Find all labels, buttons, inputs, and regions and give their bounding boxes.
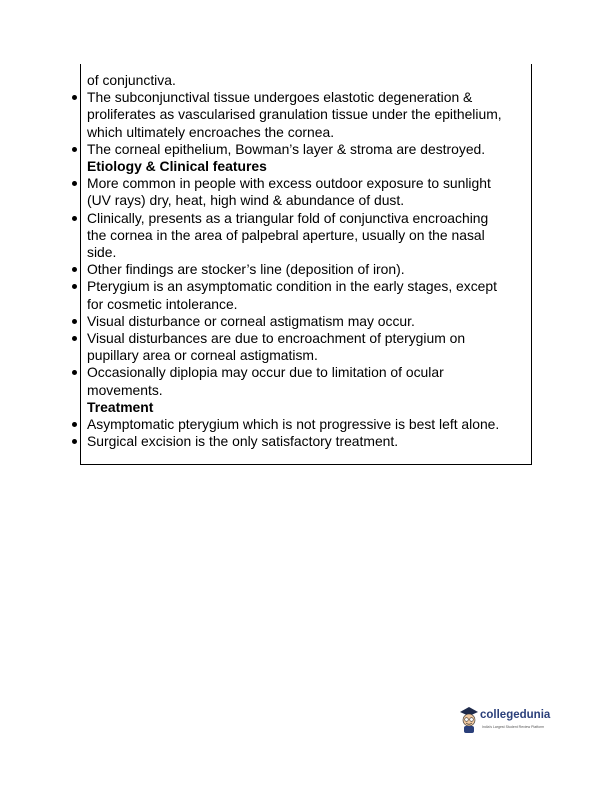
bullet-icon: [72, 95, 77, 100]
bullet-icon: [72, 370, 77, 375]
text-line: which ultimately encroaches the cornea.: [87, 123, 335, 140]
text-line: Visual disturbances are due to encroachment of pterygium on: [87, 330, 466, 347]
text-line: pupillary area or corneal astigmatism.: [87, 347, 318, 364]
text-line: Asymptomatic pterygium which is not progressive is best left alone.: [87, 416, 500, 433]
list-item: [87, 89, 527, 141]
list-item: [87, 364, 527, 398]
list-item: [87, 278, 527, 312]
text-line: movements.: [87, 381, 163, 398]
bullet-icon: [72, 267, 77, 272]
list-item: [87, 175, 527, 209]
list-item: [87, 416, 527, 433]
bullet-icon: [72, 422, 77, 427]
bullet-icon: [72, 336, 77, 341]
bullet-icon: [72, 319, 77, 324]
logo-wordmark: collegedunia: [480, 709, 551, 721]
list-item: [87, 433, 527, 450]
list-item: [87, 261, 527, 278]
bullet-icon: [72, 284, 77, 289]
bullet-icon: [72, 147, 77, 152]
text-line: proliferates as vascularised granulation tissue under the epithelium,: [87, 106, 502, 123]
logo-tagline: India's Largest Student Review Platform: [482, 725, 545, 729]
bullet-icon: [72, 216, 77, 221]
list-item: [87, 141, 527, 158]
text-line: Pterygium is an asymptomatic condition in the early stages, except: [87, 278, 497, 295]
text-line: More common in people with excess outdoor exposure to sunlight: [87, 175, 491, 192]
list-item: [87, 210, 527, 262]
mascot-icon: [458, 706, 480, 734]
section-heading: Treatment: [87, 398, 154, 415]
text-line: Occasionally diplopia may occur due to limitation of ocular: [87, 364, 444, 381]
text-line: The subconjunctival tissue undergoes elastotic degeneration &: [87, 89, 473, 106]
text-line: for cosmetic intolerance.: [87, 295, 238, 312]
list-item: [87, 330, 527, 364]
text-line: the cornea in the area of palpebral aperture, usually on the nasal: [87, 226, 485, 243]
text-line: (UV rays) dry, heat, high wind & abundance of dust.: [87, 192, 405, 209]
text-line: Other findings are stocker’s line (deposition of iron).: [87, 261, 405, 278]
document-content: [87, 72, 527, 450]
bullet-icon: [72, 181, 77, 186]
text-line: Visual disturbance or corneal astigmatism may occur.: [87, 312, 415, 329]
text-line: Surgical excision is the only satisfactory treatment.: [87, 433, 399, 450]
collegedunia-logo: [458, 706, 568, 738]
list-item: [87, 313, 527, 330]
text-line: of conjunctiva.: [87, 72, 176, 88]
text-line: The corneal epithelium, Bowman’s layer & stroma are destroyed.: [87, 140, 486, 157]
bullet-icon: [72, 439, 77, 444]
section-heading: Etiology & Clinical features: [87, 158, 267, 175]
text-line: side.: [87, 244, 117, 261]
text-line: Clinically, presents as a triangular fold of conjunctiva encroaching: [87, 209, 489, 226]
